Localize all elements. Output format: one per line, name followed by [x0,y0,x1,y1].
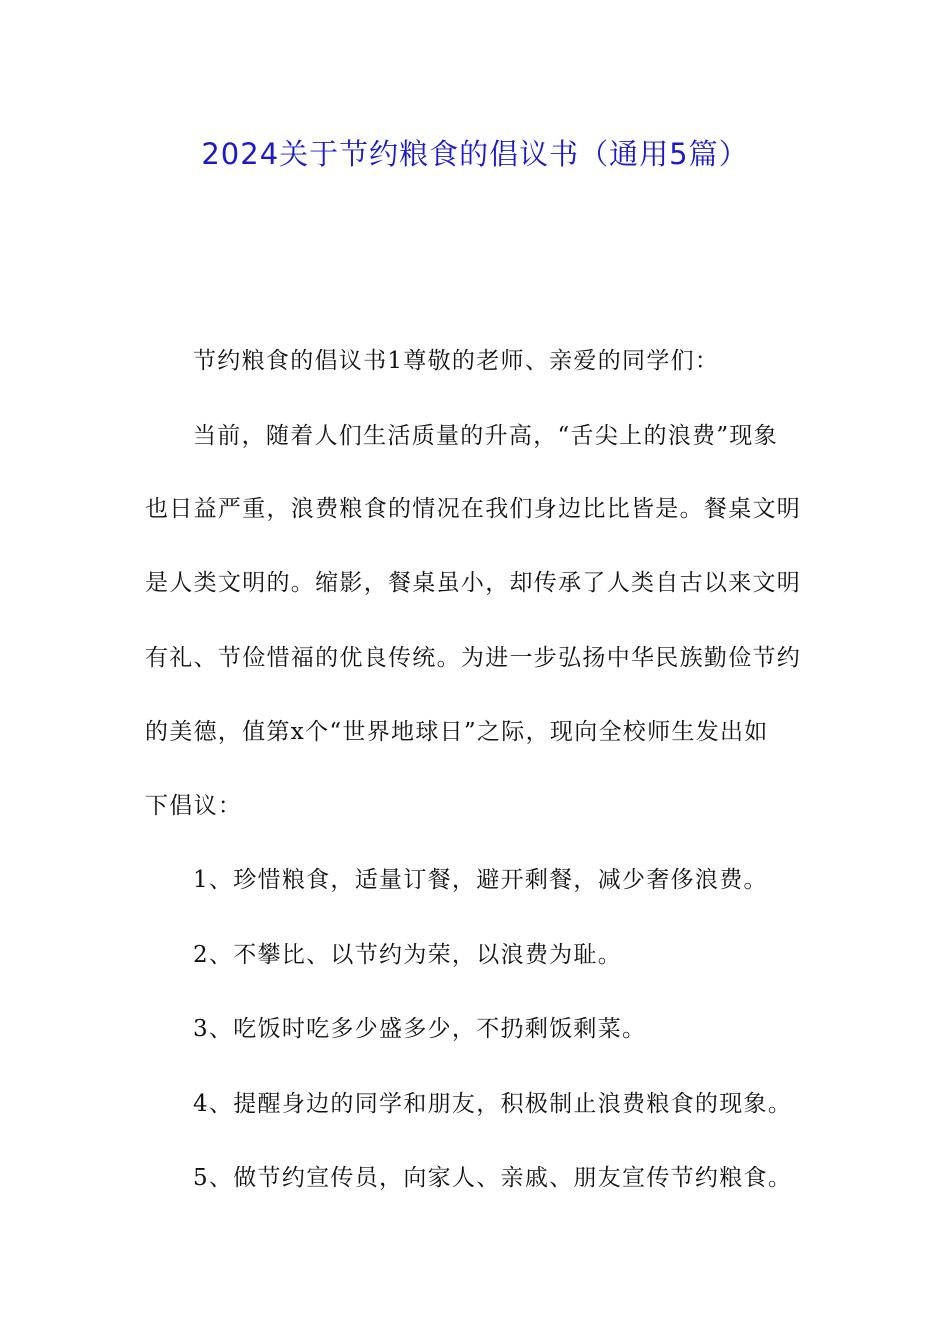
paragraph-line: 也日益严重，浪费粮食的情况在我们身边比比皆是。餐桌文明 [145,496,802,522]
paragraph-line: 是人类文明的。缩影，餐桌虽小，却传承了人类自古以来文明 [145,570,802,596]
paragraph-line-salutation: 节约粮食的倡议书1尊敬的老师、亲爱的同学们： [193,348,720,374]
list-item: 5、做节约宣传员，向家人、亲戚、朋友宣传节约粮食。 [193,1165,793,1191]
document-title: 2024关于节约粮食的倡议书（通用5篇） [201,137,749,171]
paragraph-line: 下倡议： [145,793,243,819]
paragraph-line: 有礼、节俭惜福的优良传统。为进一步弘扬中华民族勤俭节约 [145,645,802,671]
list-item: 3、吃饭时吃多少盛多少，不扔剩饭剩菜。 [193,1016,647,1042]
list-item: 1、珍惜粮食，适量订餐，避开剩餐，减少奢侈浪费。 [193,867,768,893]
paragraph-line: 当前，随着人们生活质量的升高，“舌尖上的浪费”现象 [193,423,779,449]
list-item: 4、提醒身边的同学和朋友，积极制止浪费粮食的现象。 [193,1091,793,1117]
list-item: 2、不攀比、以节约为荣，以浪费为耻。 [193,942,623,968]
paragraph-line: 的美德，值第x个“世界地球日”之际，现向全校师生发出如 [145,719,769,745]
